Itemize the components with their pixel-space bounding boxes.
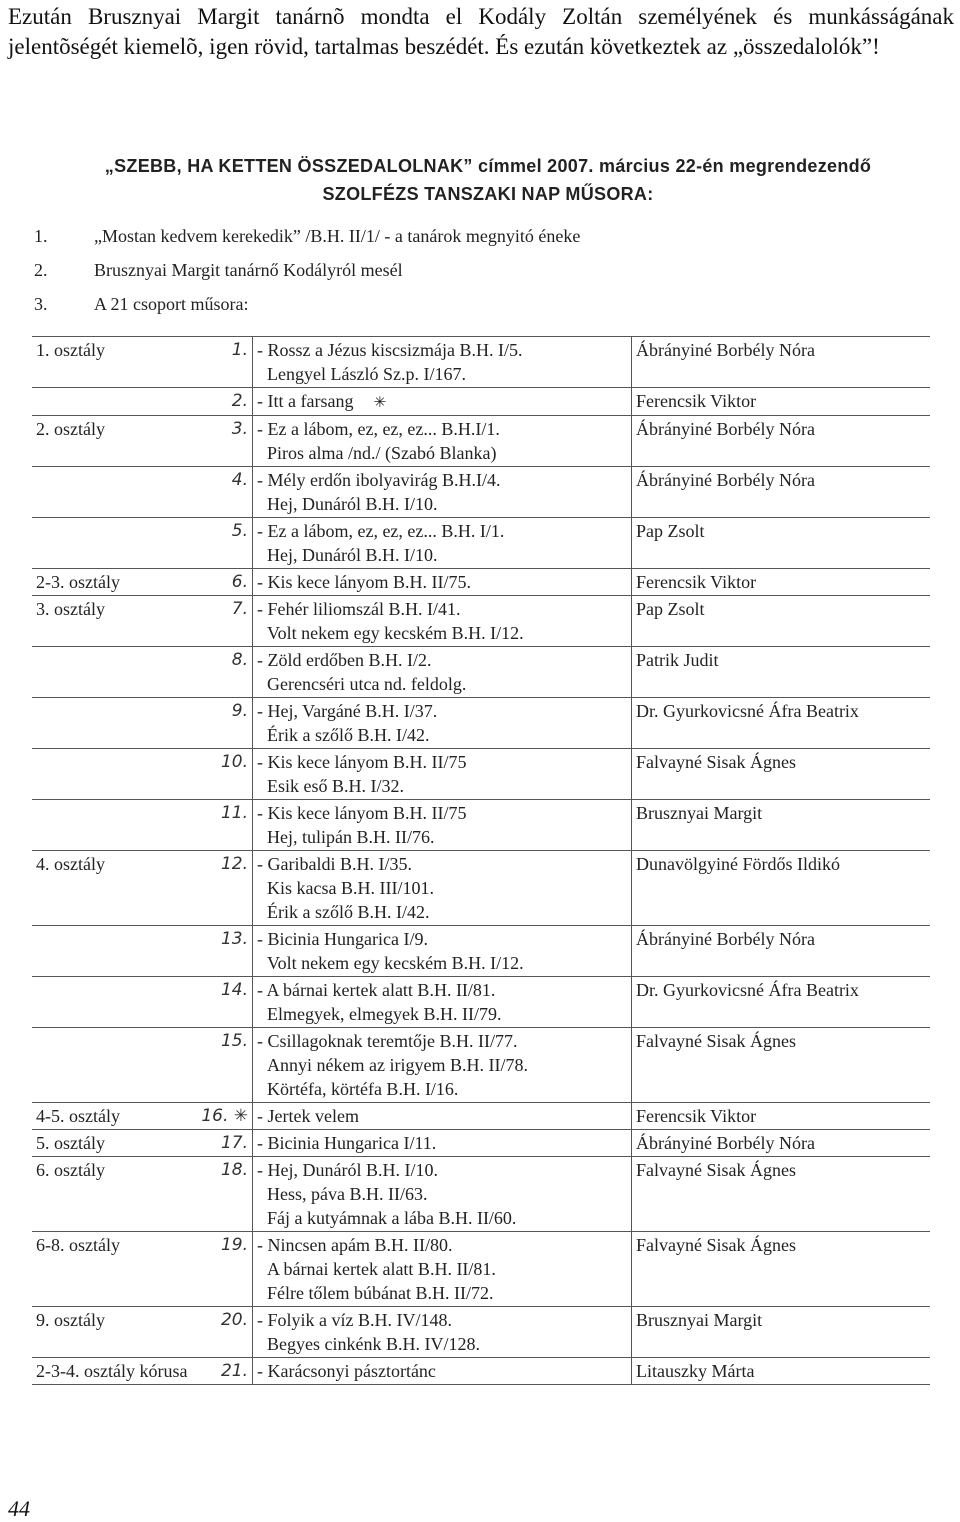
teacher-cell: Ferencsik Viktor [636, 1106, 757, 1126]
song-line: Elmegyek, elmegyek B.H. II/79. [267, 1004, 502, 1024]
song-line: Hess, páva B.H. II/63. [267, 1184, 428, 1204]
item-number-cell: 18. [192, 1157, 253, 1232]
schedule-table-body [32, 337, 930, 1385]
song-line: Volt nekem egy kecském B.H. I/12. [267, 953, 524, 973]
teacher-cell: Dr. Gyurkovicsné Áfra Beatrix [636, 980, 859, 1000]
program-header-line1: „SZEBB, HA KETTEN ÖSSZEDALOLNAK” címmel 2007. március 22-én megrendezendő [104, 156, 872, 176]
song-title: - Kis kece lányom B.H. II/75 [257, 803, 467, 823]
class-cell: 3. osztály [36, 599, 105, 619]
song-title: - Hej, Dunáról B.H. I/10. [257, 1160, 438, 1180]
song-title: - Folyik a víz B.H. IV/148. [257, 1310, 452, 1330]
song-line: Begyes cinkénk B.H. IV/128. [267, 1334, 480, 1354]
song-title: - Kis kece lányom B.H. II/75. [257, 572, 471, 592]
song-title: - Rossz a Jézus kiscsizmája B.H. I/5. [257, 340, 523, 360]
song-line [257, 1158, 627, 1182]
songs-cell [253, 800, 632, 851]
table-row [32, 1232, 930, 1307]
songs-cell [253, 467, 632, 518]
item-number-cell: 13. [192, 926, 253, 977]
songs-cell [253, 1130, 632, 1157]
song-line: Érik a szőlő B.H. I/42. [267, 902, 430, 922]
class-cell: 6-8. osztály [36, 1235, 120, 1255]
table-row [32, 467, 930, 518]
song-line: Érik a szőlő B.H. I/42. [267, 725, 430, 745]
program-item-text: A 21 csoport műsora: [94, 294, 249, 314]
table-row [32, 596, 930, 647]
item-number-cell: 10. [192, 749, 253, 800]
class-cell [32, 518, 192, 569]
teacher-cell: Brusznyai Margit [636, 803, 763, 823]
table-row [32, 388, 930, 416]
song-line [257, 389, 627, 414]
song-title: - Ez a lábom, ez, ez, ez... B.H.I/1. [257, 419, 500, 439]
song-title: - Bicinia Hungarica I/11. [257, 1133, 437, 1153]
songs-cell [253, 1358, 632, 1385]
class-cell: 9. osztály [36, 1310, 105, 1330]
class-cell: 5. osztály [36, 1133, 105, 1153]
song-line: Gerencséri utca nd. feldolg. [267, 674, 467, 694]
teacher-cell: Dr. Gyurkovicsné Áfra Beatrix [636, 701, 859, 721]
songs-cell [253, 518, 632, 569]
song-line: Lengyel László Sz.p. I/167. [267, 364, 466, 384]
table-row [32, 1157, 930, 1232]
program-header-line2: SZOLFÉZS TANSZAKI NAP MŰSORA: [322, 184, 654, 204]
teacher-cell: Ábrányiné Borbély Nóra [636, 1133, 815, 1153]
item-number-cell: 11. [192, 800, 253, 851]
item-number-cell: 2. [192, 388, 253, 416]
teacher-cell: Ábrányiné Borbély Nóra [636, 340, 815, 360]
class-cell: 2. osztály [36, 419, 105, 439]
table-row [32, 518, 930, 569]
song-title: - Csillagoknak teremtője B.H. II/77. [257, 1031, 518, 1051]
page-number: 44 [8, 1496, 30, 1521]
table-row [32, 569, 930, 596]
table-row [32, 698, 930, 749]
item-number-cell: 7. [192, 596, 253, 647]
class-cell: 1. osztály [36, 340, 105, 360]
songs-cell [253, 1103, 632, 1130]
table-row [32, 337, 930, 388]
program-item [34, 260, 403, 281]
songs-cell [253, 977, 632, 1028]
item-number-cell: 21. [192, 1358, 253, 1385]
class-cell: 2-3. osztály [36, 572, 120, 592]
teacher-cell: Ábrányiné Borbély Nóra [636, 419, 815, 439]
song-line: Fáj a kutyámnak a lába B.H. II/60. [267, 1208, 517, 1228]
song-title: - Garibaldi B.H. I/35. [257, 854, 412, 874]
song-line: Volt nekem egy kecském B.H. I/12. [267, 623, 524, 643]
scanned-program-sheet [20, 148, 945, 1393]
song-line [257, 852, 627, 876]
teacher-cell: Ábrányiné Borbély Nóra [636, 929, 815, 949]
item-number-cell: 12. [192, 851, 253, 926]
song-title: - Hej, Vargáné B.H. I/37. [257, 701, 438, 721]
songs-cell [253, 596, 632, 647]
program-item [34, 294, 249, 315]
song-line [257, 699, 627, 723]
song-title: - Mély erdőn ibolyavirág B.H.I/4. [257, 470, 501, 490]
item-number-cell: 3. [192, 416, 253, 467]
songs-cell [253, 1028, 632, 1103]
table-row [32, 1358, 930, 1385]
song-line: Piros alma /nd./ (Szabó Blanka) [267, 443, 497, 463]
song-line [257, 1104, 627, 1128]
teacher-cell: Dunavölgyiné Fördős Ildikó [636, 854, 840, 874]
songs-cell [253, 337, 632, 388]
class-cell [32, 1028, 192, 1103]
song-line [257, 1308, 627, 1332]
table-row [32, 926, 930, 977]
teacher-cell: Patrik Judit [636, 650, 719, 670]
class-cell [32, 388, 192, 416]
song-line [257, 750, 627, 774]
program-item [34, 226, 580, 247]
class-cell: 4-5. osztály [36, 1106, 120, 1126]
program-header [38, 152, 938, 208]
song-line: Körtéfa, körtéfa B.H. I/16. [267, 1079, 459, 1099]
song-line: Félre tőlem búbánat B.H. II/72. [267, 1283, 494, 1303]
intro-paragraph [8, 2, 954, 62]
table-row [32, 1103, 930, 1130]
song-line [257, 597, 627, 621]
song-line: Hej, Dunáról B.H. I/10. [267, 545, 438, 565]
songs-cell [253, 1232, 632, 1307]
song-line [257, 519, 627, 543]
class-cell [32, 698, 192, 749]
teacher-cell: Falvayné Sisak Ágnes [636, 1235, 796, 1255]
table-row [32, 749, 930, 800]
item-number-cell: 14. [192, 977, 253, 1028]
class-cell [32, 467, 192, 518]
song-title: - Bicinia Hungarica I/9. [257, 929, 428, 949]
song-title: - Zöld erdőben B.H. I/2. [257, 650, 432, 670]
teacher-cell: Ferencsik Viktor [636, 391, 757, 411]
songs-cell [253, 388, 632, 416]
table-row [32, 1130, 930, 1157]
program-item-number: 3. [34, 294, 48, 314]
song-line [257, 1029, 627, 1053]
class-cell [32, 977, 192, 1028]
teacher-cell: Ábrányiné Borbély Nóra [636, 470, 815, 490]
songs-cell [253, 749, 632, 800]
song-title: - Itt a farsang [257, 391, 354, 411]
song-line [257, 1233, 627, 1257]
teacher-cell: Falvayné Sisak Ágnes [636, 752, 796, 772]
song-line [257, 338, 627, 362]
songs-cell [253, 1157, 632, 1232]
song-line: Hej, tulipán B.H. II/76. [267, 827, 435, 847]
teacher-cell: Falvayné Sisak Ágnes [636, 1031, 796, 1051]
item-number-cell: 16. ✳ [192, 1103, 253, 1130]
teacher-cell: Ferencsik Viktor [636, 572, 757, 592]
song-line: Kis kacsa B.H. III/101. [267, 878, 434, 898]
song-line: Hej, Dunáról B.H. I/10. [267, 494, 438, 514]
teacher-cell: Pap Zsolt [636, 521, 705, 541]
program-item-number: 2. [34, 260, 48, 280]
song-line [257, 648, 627, 672]
songs-cell [253, 569, 632, 596]
table-row [32, 1307, 930, 1358]
song-line: A bárnai kertek alatt B.H. II/81. [267, 1259, 496, 1279]
table-row [32, 977, 930, 1028]
song-title: - Fehér liliomszál B.H. I/41. [257, 599, 461, 619]
class-cell [32, 926, 192, 977]
item-number-cell: 5. [192, 518, 253, 569]
song-title: - Nincsen apám B.H. II/80. [257, 1235, 453, 1255]
item-number-cell: 4. [192, 467, 253, 518]
schedule-table [32, 336, 930, 1385]
table-row [32, 851, 930, 926]
songs-cell [253, 647, 632, 698]
program-item-number: 1. [34, 226, 48, 246]
item-number-cell: 15. [192, 1028, 253, 1103]
item-number-cell: 19. [192, 1232, 253, 1307]
song-line [257, 1131, 627, 1155]
song-line [257, 417, 627, 441]
songs-cell [253, 1307, 632, 1358]
songs-cell [253, 698, 632, 749]
song-title: - Karácsonyi pásztortánc [257, 1361, 436, 1381]
song-line: Annyi nékem az irigyem B.H. II/78. [267, 1055, 528, 1075]
song-line [257, 801, 627, 825]
song-line: Esik eső B.H. I/32. [267, 776, 404, 796]
program-item-text: „Mostan kedvem kerekedik” /B.H. II/1/ - a tanárok megnyitó éneke [94, 226, 581, 246]
class-cell: 2-3-4. osztály kórusa [36, 1361, 188, 1381]
song-line [257, 570, 627, 594]
class-cell [32, 800, 192, 851]
item-number-cell: 8. [192, 647, 253, 698]
song-title: - Kis kece lányom B.H. II/75 [257, 752, 467, 772]
program-item-text: Brusznyai Margit tanárnő Kodályról mesél [94, 260, 403, 280]
teacher-cell: Falvayné Sisak Ágnes [636, 1160, 796, 1180]
item-number-cell: 17. [192, 1130, 253, 1157]
teacher-cell: Litauszky Márta [636, 1361, 755, 1381]
class-cell: 6. osztály [36, 1160, 105, 1180]
class-cell [32, 647, 192, 698]
item-number-cell: 20. [192, 1307, 253, 1358]
item-number-cell: 6. [192, 569, 253, 596]
songs-cell [253, 851, 632, 926]
item-number-cell: 9. [192, 698, 253, 749]
song-line [257, 978, 627, 1002]
song-line [257, 927, 627, 951]
item-number-cell: 1. [192, 337, 253, 388]
table-row [32, 800, 930, 851]
song-title: - A bárnai kertek alatt B.H. II/81. [257, 980, 496, 1000]
table-row [32, 647, 930, 698]
table-row [32, 1028, 930, 1103]
teacher-cell: Brusznyai Margit [636, 1310, 763, 1330]
songs-cell [253, 926, 632, 977]
songs-cell [253, 416, 632, 467]
table-row [32, 416, 930, 467]
teacher-cell: Pap Zsolt [636, 599, 705, 619]
class-cell [32, 749, 192, 800]
class-cell: 4. osztály [36, 854, 105, 874]
song-line [257, 468, 627, 492]
song-title: - Ez a lábom, ez, ez, ez... B.H. I/1. [257, 521, 505, 541]
intro-text: Ezután Brusznyai Margit tanárnõ mondta el Kodály Zoltán személyének és munkásságának jelentõségét kiemelõ, igen rövid, tartalmas beszédét. És ezután következtek az „összedalolók”! [8, 4, 954, 59]
song-line [257, 1359, 627, 1383]
asterisk-mark: ✳ [373, 393, 387, 411]
song-title: - Jertek velem [257, 1106, 359, 1126]
